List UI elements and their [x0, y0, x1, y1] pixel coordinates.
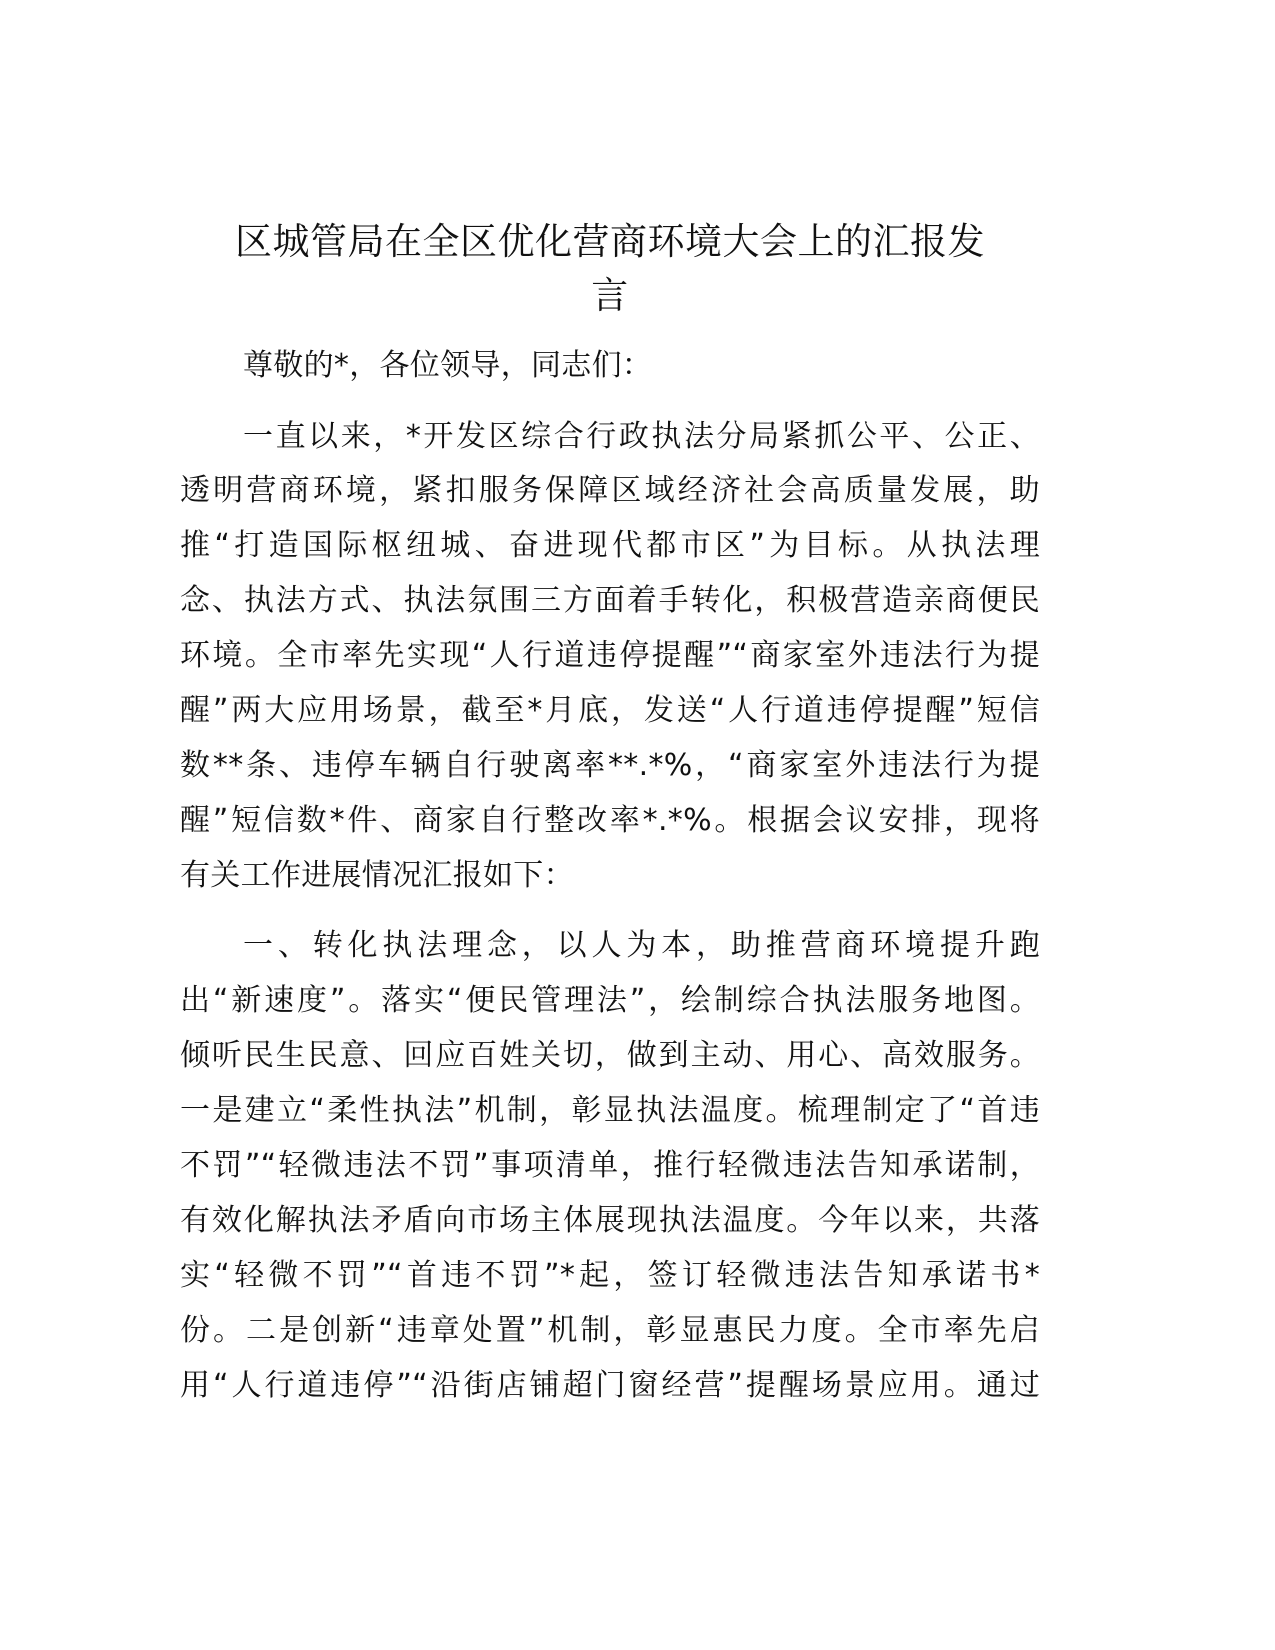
paragraph-1-line: 醒”短信数*件、商家自行整改率*.*%。根据会议安排，现将 [180, 803, 1040, 838]
paragraph-1-line: 一直以来，*开发区综合行政执法分局紧抓公平、公正、 [243, 419, 1040, 454]
paragraph-2-line: 倾听民生民意、回应百姓关切，做到主动、用心、高效服务。 [180, 1038, 1040, 1073]
paragraph-1-line: 推“打造国际枢纽城、奋进现代都市区”为目标。从执法理 [180, 528, 1040, 563]
paragraph-1-line: 醒”两大应用场景，截至*月底，发送“人行道违停提醒”短信 [180, 693, 1040, 728]
paragraph-2-line: 份。二是创新“违章处置”机制，彰显惠民力度。全市率先启 [180, 1313, 1040, 1348]
paragraph-1-line: 环境。全市率先实现“人行道违停提醒”“商家室外违法行为提 [180, 638, 1040, 673]
paragraph-2-line: 一是建立“柔性执法”机制，彰显执法温度。梳理制定了“首违 [180, 1093, 1040, 1128]
paragraph-1-line: 透明营商环境，紧扣服务保障区域经济社会高质量发展，助 [180, 473, 1040, 508]
paragraph-2-line: 出“新速度”。落实“便民管理法”，绘制综合执法服务地图。 [180, 983, 1040, 1018]
paragraph-2-line: 不罚”“轻微违法不罚”事项清单，推行轻微违法告知承诺制， [180, 1148, 1040, 1183]
paragraph-2-line: 用“人行道违停”“沿街店铺超门窗经营”提醒场景应用。通过 [180, 1368, 1040, 1403]
paragraph-2-line: 一、转化执法理念，以人为本，助推营商环境提升跑 [243, 928, 1040, 963]
paragraph-1-line: 有关工作进展情况汇报如下： [180, 858, 574, 893]
salutation: 尊敬的*，各位领导，同志们： [243, 348, 653, 383]
paragraph-2-line: 实“轻微不罚”“首违不罚”*起，签订轻微违法告知承诺书* [180, 1258, 1040, 1293]
document-title-line-2: 言 [591, 274, 629, 317]
paragraph-1-line: 数**条、违停车辆自行驶离率**.*%，“商家室外违法行为提 [180, 748, 1040, 783]
paragraph-2-line: 有效化解执法矛盾向市场主体展现执法温度。今年以来，共落 [180, 1203, 1040, 1238]
paragraph-1-line: 念、执法方式、执法氛围三方面着手转化，积极营造亲商便民 [180, 583, 1040, 618]
document-title-line-1: 区城管局在全区优化营商环境大会上的汇报发 [235, 220, 985, 263]
